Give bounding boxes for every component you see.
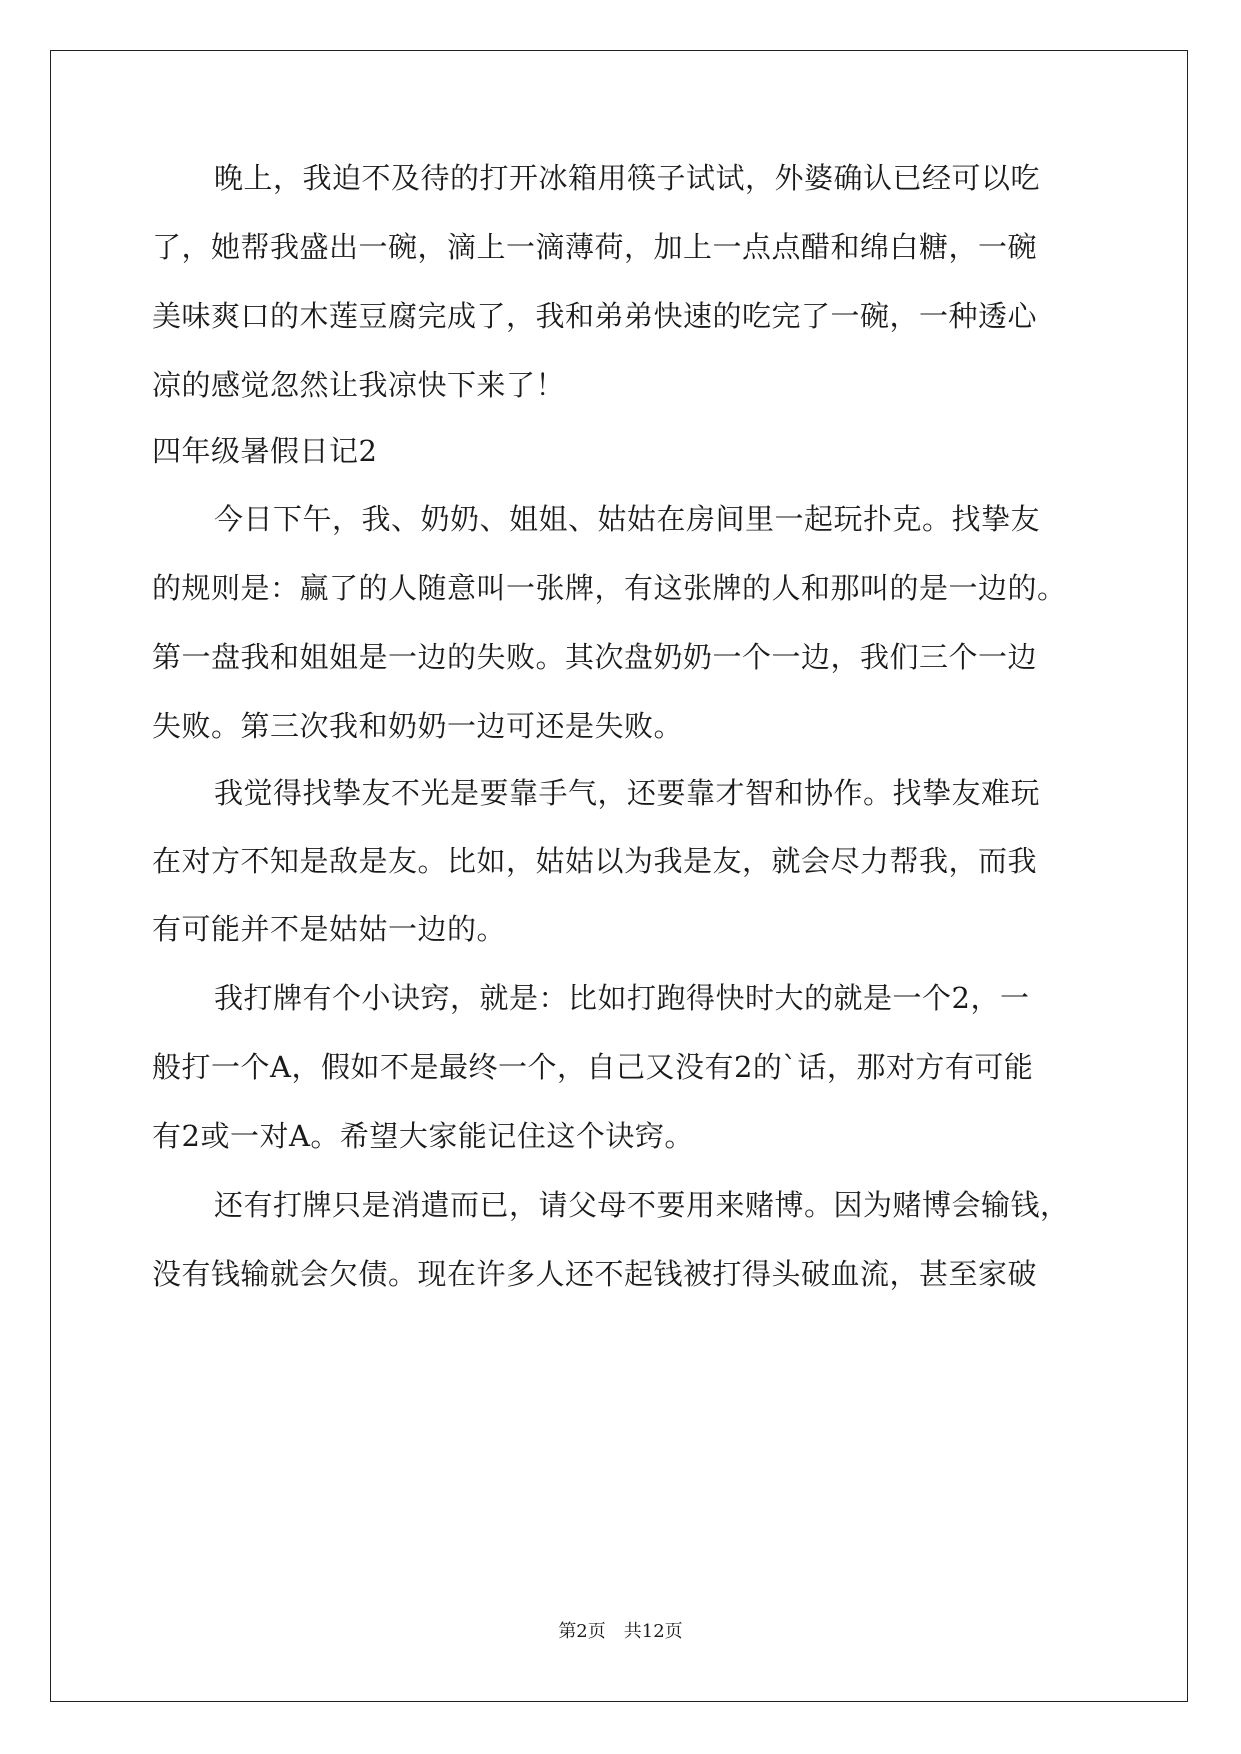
paragraph-line: 在对方不知是敌是友。比如，姑姑以为我是友，就会尽力帮我，而我 <box>152 844 1038 878</box>
paragraph-line: 第一盘我和姐姐是一边的失败。其次盘奶奶一个一边，我们三个一边 <box>152 640 1038 674</box>
paragraph-line: 有可能并不是姑姑一边的。 <box>152 912 507 946</box>
paragraph-line: 还有打牌只是消遣而已，请父母不要用来赌博。因为赌博会输钱， <box>214 1188 1070 1222</box>
paragraph-line: 的规则是：赢了的人随意叫一张牌，有这张牌的人和那叫的是一边的。 <box>152 571 1067 605</box>
page-footer <box>0 1620 1241 1644</box>
paragraph-line: 晚上，我迫不及待的打开冰箱用筷子试试，外婆确认已经可以吃 <box>214 161 1041 195</box>
page-number: 第2页 <box>558 1621 606 1642</box>
paragraph-line: 我打牌有个小诀窍，就是：比如打跑得快时大的就是一个2，一 <box>214 981 1030 1015</box>
section-heading: 四年级暑假日记2 <box>152 434 378 468</box>
paragraph-line: 今日下午，我、奶奶、姐姐、姑姑在房间里一起玩扑克。找挚友 <box>214 502 1041 536</box>
paragraph-line: 失败。第三次我和奶奶一边可还是失败。 <box>152 709 684 743</box>
paragraph-line: 没有钱输就会欠债。现在许多人还不起钱被打得头破血流，甚至家破 <box>152 1257 1038 1291</box>
paragraph-line: 般打一个A，假如不是最终一个，自己又没有2的`话，那对方有可能 <box>152 1050 1034 1084</box>
paragraph-line: 凉的感觉忽然让我凉快下来了！ <box>152 368 566 402</box>
page-total: 共12页 <box>623 1621 683 1642</box>
paragraph-line: 有2或一对A。希望大家能记住这个诀窍。 <box>152 1119 694 1153</box>
paragraph-line: 美味爽口的木莲豆腐完成了，我和弟弟快速的吃完了一碗，一种透心 <box>152 299 1038 333</box>
paragraph-line: 我觉得找挚友不光是要靠手气，还要靠才智和协作。找挚友难玩 <box>214 776 1041 810</box>
paragraph-line: 了，她帮我盛出一碗，滴上一滴薄荷，加上一点点醋和绵白糖，一碗 <box>152 230 1038 264</box>
